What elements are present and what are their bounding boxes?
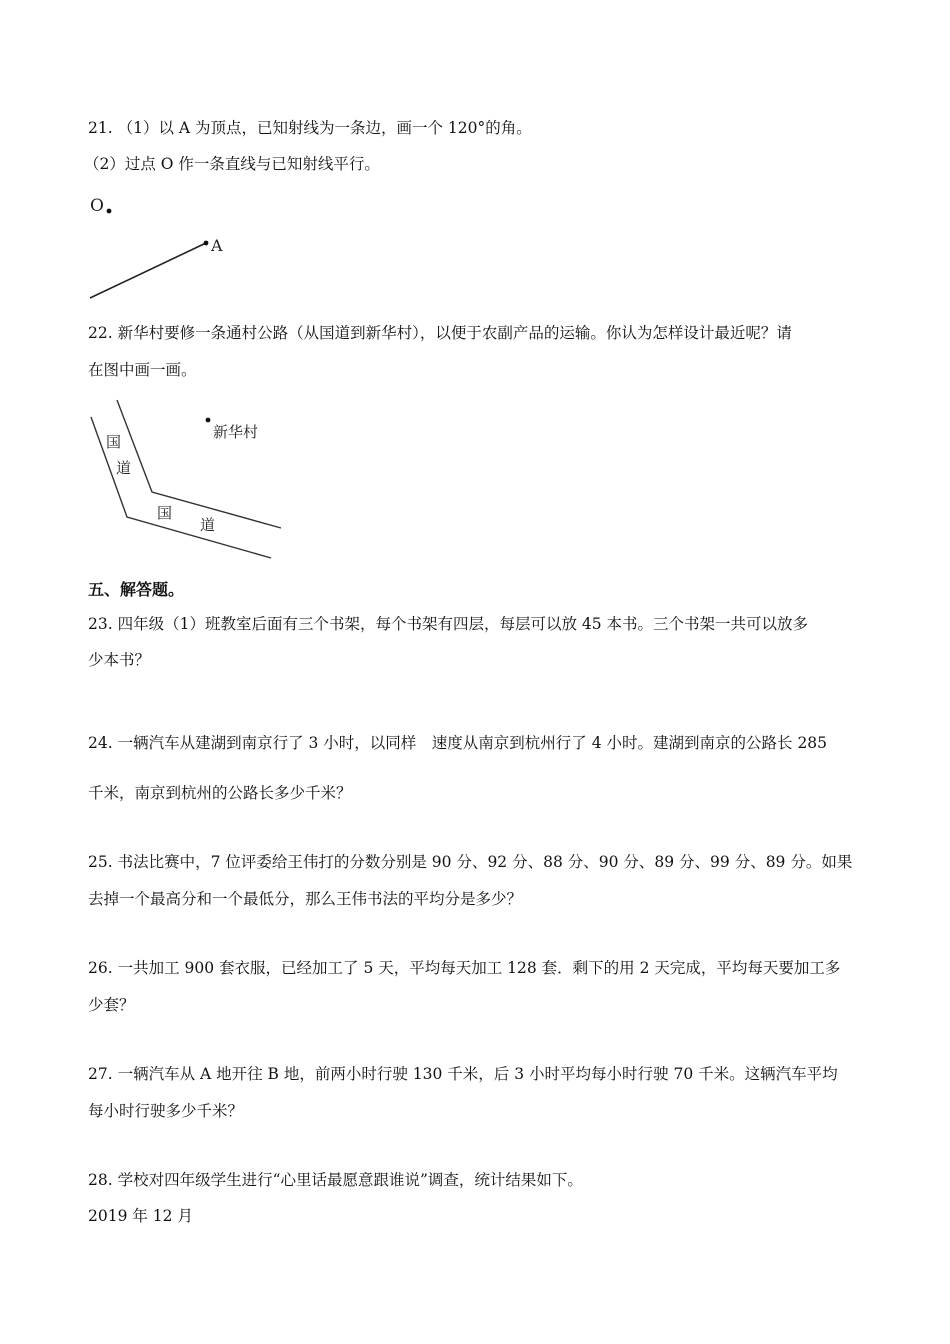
q24-line2: 千米，南京到杭州的公路长多少千米？: [88, 784, 352, 802]
q22-line2: 在图中画一画。: [88, 361, 197, 379]
road-label-guo-2: 国: [157, 504, 173, 522]
road-label-dao-2: 道: [200, 516, 216, 534]
q21-point-a-label: A: [211, 236, 223, 255]
q21-line1: 21. （1）以 A 为顶点，已知射线为一条边，画一个 120°的角。: [88, 119, 532, 137]
q22-line1: 22. 新华村要修一条通村公路（从国道到新华村），以便于农副产品的运输。你认为怎样设计最近呢？请: [88, 324, 792, 342]
q25-line2: 去掉一个最高分和一个最低分，那么王伟书法的平均分是多少？: [88, 890, 523, 908]
q24-line1: 24. 一辆汽车从建湖到南京行了 3 小时，以同样 速度从南京到杭州行了 4 小时。建湖到南京的公路长 285: [88, 734, 828, 752]
road-inner-edge: [117, 400, 281, 528]
road-label-dao-1: 道: [116, 459, 132, 477]
q27-line2: 每小时行驶多少千米？: [88, 1102, 244, 1120]
q28-date: 2019 年 12 月: [88, 1207, 193, 1225]
q21-point-o-label: O: [90, 196, 104, 216]
q23-line2: 少本书？: [88, 651, 151, 669]
q28-line1: 28. 学校对四年级学生进行“心里话最愿意跟谁说”调查，统计结果如下。: [88, 1171, 583, 1189]
village-label: 新华村: [213, 423, 259, 441]
q27-line1: 27. 一辆汽车从 A 地开往 B 地，前两小时行驶 130 千米，后 3 小时平均每小时行驶 70 千米。这辆汽车平均: [88, 1065, 838, 1083]
section-5-title: 五、解答题。: [88, 580, 185, 599]
q25-line1: 25. 书法比赛中，7 位评委给王伟打的分数分别是 90 分、92 分、88 分、90 分、89 分、99 分、89 分。如果: [88, 853, 853, 871]
q23-line1: 23. 四年级（1）班教室后面有三个书架，每个书架有四层，每层可以放 45 本书。三个书架一共可以放多: [88, 615, 809, 633]
village-point: [206, 418, 211, 423]
q26-line2: 少套？: [88, 996, 135, 1014]
q26-line1: 26. 一共加工 900 套衣服，已经加工了 5 天，平均每天加工 128 套．剩下的用 2 天完成，平均每天要加工多: [88, 959, 841, 977]
q21-line2: （2）过点 O 作一条直线与已知射线平行。: [84, 155, 380, 173]
road-label-guo-1: 国: [106, 433, 122, 451]
